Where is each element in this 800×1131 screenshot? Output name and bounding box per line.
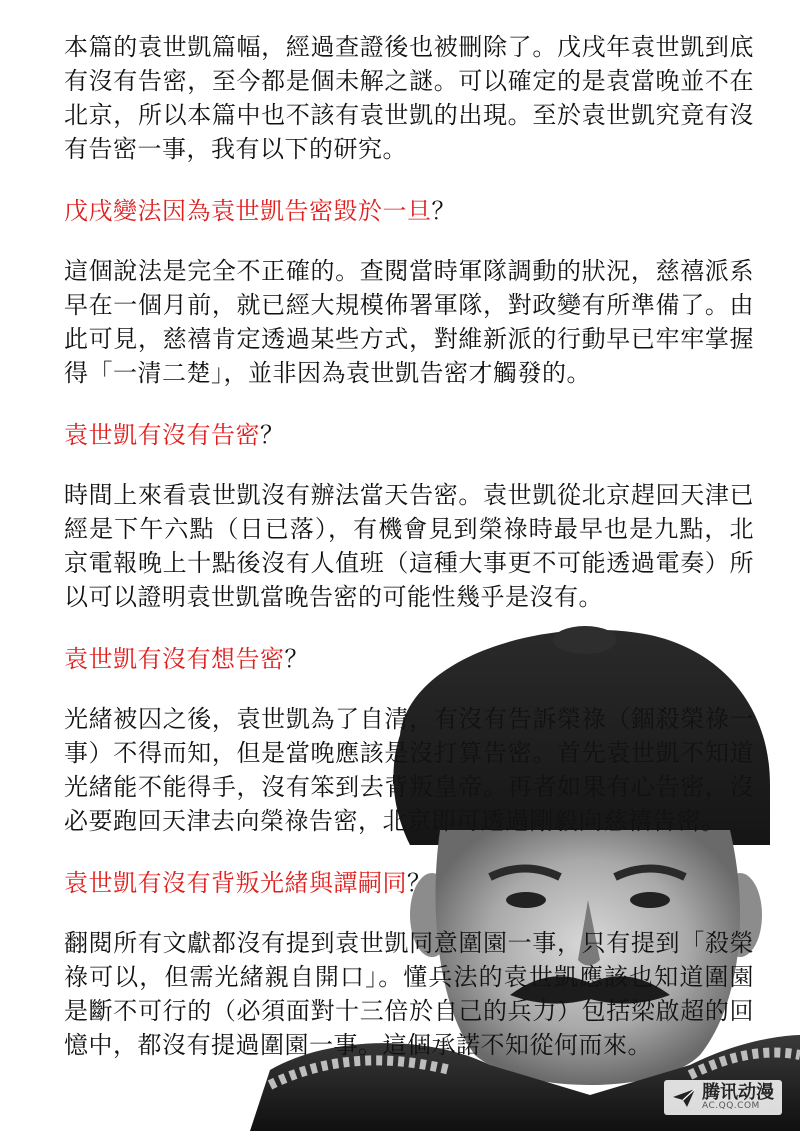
paper-plane-icon — [672, 1088, 696, 1108]
heading-text: 袁世凱有沒有背叛光緒與譚嗣同 — [64, 869, 407, 897]
section-heading-4 — [64, 866, 754, 900]
section-heading-1 — [64, 194, 754, 228]
section-paragraph-4: 翻閱所有文獻都沒有提到袁世凱同意圍園一事，只有提到「殺榮祿可以，但需光緒親自開口」。懂兵法的袁世凱應該也知道圍園是斷不可行的（必須面對十三倍於自己的兵力）包括梁啟超的回憶中，都沒有提過圍園一事。這個承諾不知從何而來。 — [64, 929, 754, 1059]
section-paragraph-3: 光緒被囚之後，袁世凱為了自清，有沒有告訴榮祿（錮殺榮祿一事）不得而知，但是當晚應該是沒打算告密。首先袁世凱不知道光緒能不能得手，沒有笨到去背叛皇帝。再者如果有心告密，沒必要跑回天津去向榮祿告密，北京即可透過剛毅向慈禧告密。 — [64, 705, 754, 835]
question-mark: ？ — [431, 197, 456, 225]
question-mark: ？ — [260, 421, 285, 449]
heading-text: 袁世凱有沒有想告密 — [64, 645, 285, 673]
watermark-url: AC.QQ.COM — [702, 1101, 760, 1111]
watermark-brand: 腾讯动漫 — [702, 1082, 774, 1103]
intro-paragraph: 本篇的袁世凱篇幅，經過查證後也被刪除了。戊戌年袁世凱到底有沒有告密，至今都是個未解之謎。可以確定的是袁當晚並不在北京，所以本篇中也不該有袁世凱的出現。至於袁世凱究竟有沒有告密一事，我有以下的研究。 — [64, 33, 754, 163]
question-mark: ？ — [407, 869, 432, 897]
tencent-comic-watermark — [664, 1080, 782, 1115]
section-heading-3 — [64, 642, 754, 676]
heading-text: 袁世凱有沒有告密 — [64, 421, 260, 449]
section-paragraph-1: 這個說法是完全不正確的。查閱當時軍隊調動的狀況，慈禧派系早在一個月前，就已經大規模佈署軍隊，對政變有所準備了。由此可見，慈禧肯定透過某些方式，對維新派的行動早已牢牢掌握得「一清二楚」，並非因為袁世凱告密才觸發的。 — [64, 257, 754, 387]
article-body — [64, 30, 754, 1062]
section-heading-2 — [64, 418, 754, 452]
section-paragraph-2: 時間上來看袁世凱沒有辦法當天告密。袁世凱從北京趕回天津已經是下午六點（日已落），有機會見到榮祿時最早也是九點，北京電報晚上十點後沒有人值班（這種大事更不可能透過電奏）所以可以證明袁世凱當晚告密的可能性幾乎是沒有。 — [64, 481, 754, 611]
question-mark: ？ — [284, 645, 309, 673]
heading-text: 戊戌變法因為袁世凱告密毀於一旦 — [64, 197, 432, 225]
